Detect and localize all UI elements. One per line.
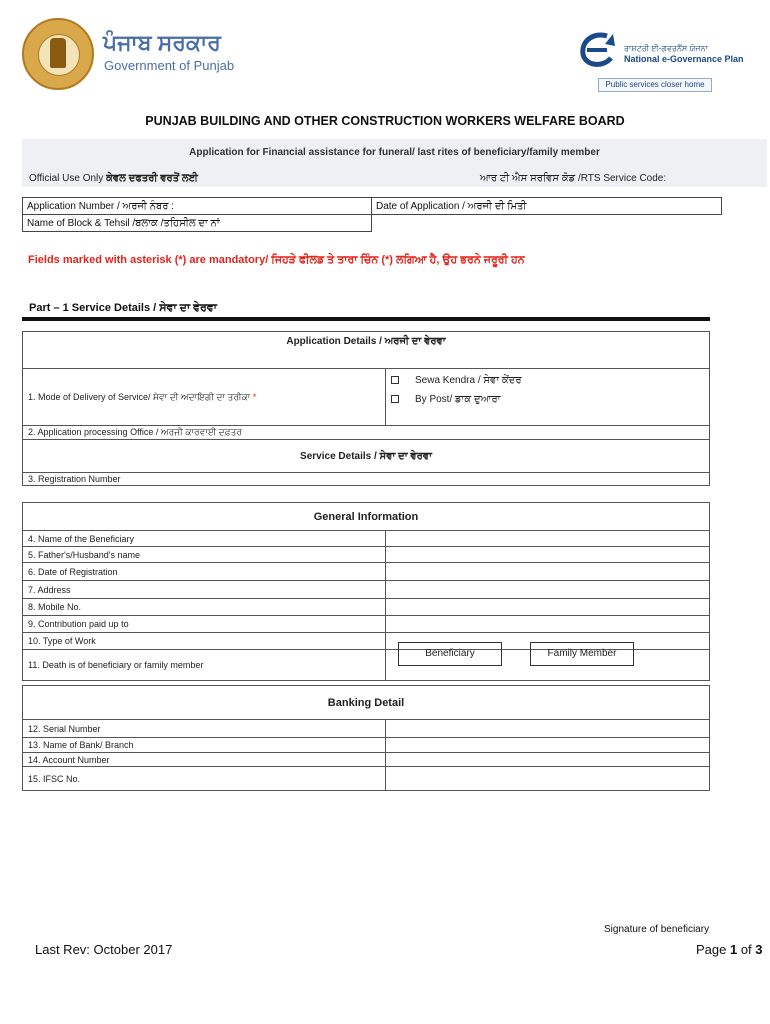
application-details-heading: Application Details / ਅਰਜੀ ਦਾ ਵੇਰਵਾ (23, 332, 710, 369)
table-row: 8. Mobile No. (23, 599, 386, 616)
processing-office-field[interactable]: 2. Application processing Office / ਅਰਜੀ ਕਾਰਵਾਈ ਦਫ਼ਤਰ (23, 426, 710, 440)
page-mid: of (737, 942, 756, 957)
general-information-heading: General Information (23, 503, 710, 531)
option-sewa-kendra[interactable] (391, 375, 704, 386)
egov-plan-punjabi: ਰਾਸ਼ਟਰੀ ਈ-ਗਵਰਨੈਂਸ ਯੋਜਨਾ (624, 44, 708, 53)
government-name-punjabi: ਪੰਜਾਬ ਸਰਕਾਰ (103, 30, 221, 55)
application-date-field[interactable]: Date of Application / ਅਰਜੀ ਦੀ ਮਿਤੀ (372, 198, 722, 215)
service-details-heading: Service Details / ਸੇਵਾ ਦਾ ਵੇਰਵਾ (23, 440, 710, 473)
option-beneficiary[interactable]: Beneficiary (398, 642, 502, 666)
egov-plan-english: National e-Governance Plan (624, 54, 744, 64)
value-cell[interactable] (386, 738, 710, 753)
block-tehsil-field[interactable]: Name of Block & Tehsil /ਬਲਾਕ /ਤਹਿਸੀਲ ਦਾ ਨਾਂ (23, 215, 372, 232)
value-cell[interactable] (386, 616, 710, 633)
value-cell[interactable] (386, 767, 710, 791)
mandatory-note: Fields marked with asterisk (*) are mandatory/ ਜਿਹੜੇ ਫੀਲਡ ਤੇ ਤਾਰਾ ਚਿੰਨ (*) ਲਗਿਆ ਹੈ, ਉਹ ਭਰਨੇ ਜਰੂਰੀ ਹਨ (28, 254, 525, 266)
table-row: 12. Serial Number (23, 720, 386, 738)
government-name-english: Government of Punjab (104, 58, 235, 73)
banking-detail-table (22, 685, 710, 791)
option-family-member[interactable]: Family Member (530, 642, 634, 666)
value-cell[interactable] (386, 563, 710, 581)
value-cell[interactable] (386, 547, 710, 563)
banking-detail-heading: Banking Detail (23, 686, 710, 720)
part-1-title: Part – 1 Service Details / ਸੇਵਾ ਦਾ ਵੇਰਵਾ (29, 302, 217, 314)
death-of-label: 11. Death is of beneficiary or family member (23, 650, 386, 681)
punjab-seal-logo (22, 18, 94, 90)
page-current: 1 (729, 942, 738, 957)
checkbox-icon[interactable] (391, 376, 399, 384)
option-label: Sewa Kendra / ਸੇਵਾ ਕੇਂਦਰ (415, 375, 522, 386)
registration-number-field[interactable]: 3. Registration Number (23, 473, 710, 486)
last-revision: Last Rev: October 2017 (35, 942, 173, 957)
page-number (696, 942, 763, 957)
option-label: By Post/ ਡਾਕ ਦੁਆਰਾ (415, 394, 501, 405)
egovernance-logo-icon (577, 30, 617, 70)
table-row: 14. Account Number (23, 753, 386, 767)
official-use-en: Official Use Only (29, 173, 104, 184)
form-title: PUNJAB BUILDING AND OTHER CONSTRUCTION WORKERS WELFARE BOARD (145, 114, 625, 128)
value-cell[interactable] (386, 753, 710, 767)
emblem-icon (50, 38, 66, 68)
value-cell[interactable] (386, 581, 710, 599)
rts-pa: ਆਰ ਟੀ ਐਸ ਸਰਵਿਸ ਕੋਡ (480, 173, 576, 184)
table-row: 5. Father's/Husband's name (23, 547, 386, 563)
official-fields-table (22, 197, 722, 232)
part-divider (22, 317, 710, 321)
signature-label: Signature of beneficiary (604, 924, 710, 935)
official-use-pa: ਕੇਵਲ ਦਫਤਰੀ ਵਰਤੋਂ ਲਈ (106, 173, 198, 184)
mode-label-text: 1. Mode of Delivery of Service/ ਸੇਵਾ ਦੀ ਅਦਾਇਗੀ ਦਾ ਤਰੀਕਾ (28, 391, 251, 402)
value-cell[interactable] (386, 599, 710, 616)
official-use-label (29, 173, 198, 184)
value-cell[interactable] (386, 531, 710, 547)
application-details-table (22, 331, 710, 486)
table-row: 6. Date of Registration (23, 563, 386, 581)
table-row: 15. IFSC No. (23, 767, 386, 791)
table-row: 4. Name of the Beneficiary (23, 531, 386, 547)
required-asterisk: * (252, 391, 257, 402)
checkbox-icon[interactable] (391, 395, 399, 403)
option-by-post[interactable] (391, 394, 704, 405)
value-cell[interactable] (386, 720, 710, 738)
rts-en: /RTS Service Code: (577, 173, 667, 184)
table-row: 13. Name of Bank/ Branch (23, 738, 386, 753)
table-row: 7. Address (23, 581, 386, 599)
empty-cell (372, 215, 722, 232)
table-row: 9. Contribution paid up to (23, 616, 386, 633)
mode-of-delivery-label (23, 369, 386, 426)
mode-options (386, 369, 710, 426)
page-total: 3 (755, 942, 763, 957)
egov-tagline: Public services closer home (598, 78, 712, 92)
table-row: 10. Type of Work (23, 633, 386, 650)
form-subtitle: Application for Financial assistance for funeral/ last rites of beneficiary/family member (189, 147, 600, 158)
death-of-options (386, 650, 710, 681)
general-information-table (22, 502, 710, 681)
application-number-field[interactable]: Application Number / ਅਰਜੀ ਨੰਬਰ : (23, 198, 372, 215)
page-prefix: Page (696, 942, 730, 957)
rts-service-code (480, 173, 666, 184)
